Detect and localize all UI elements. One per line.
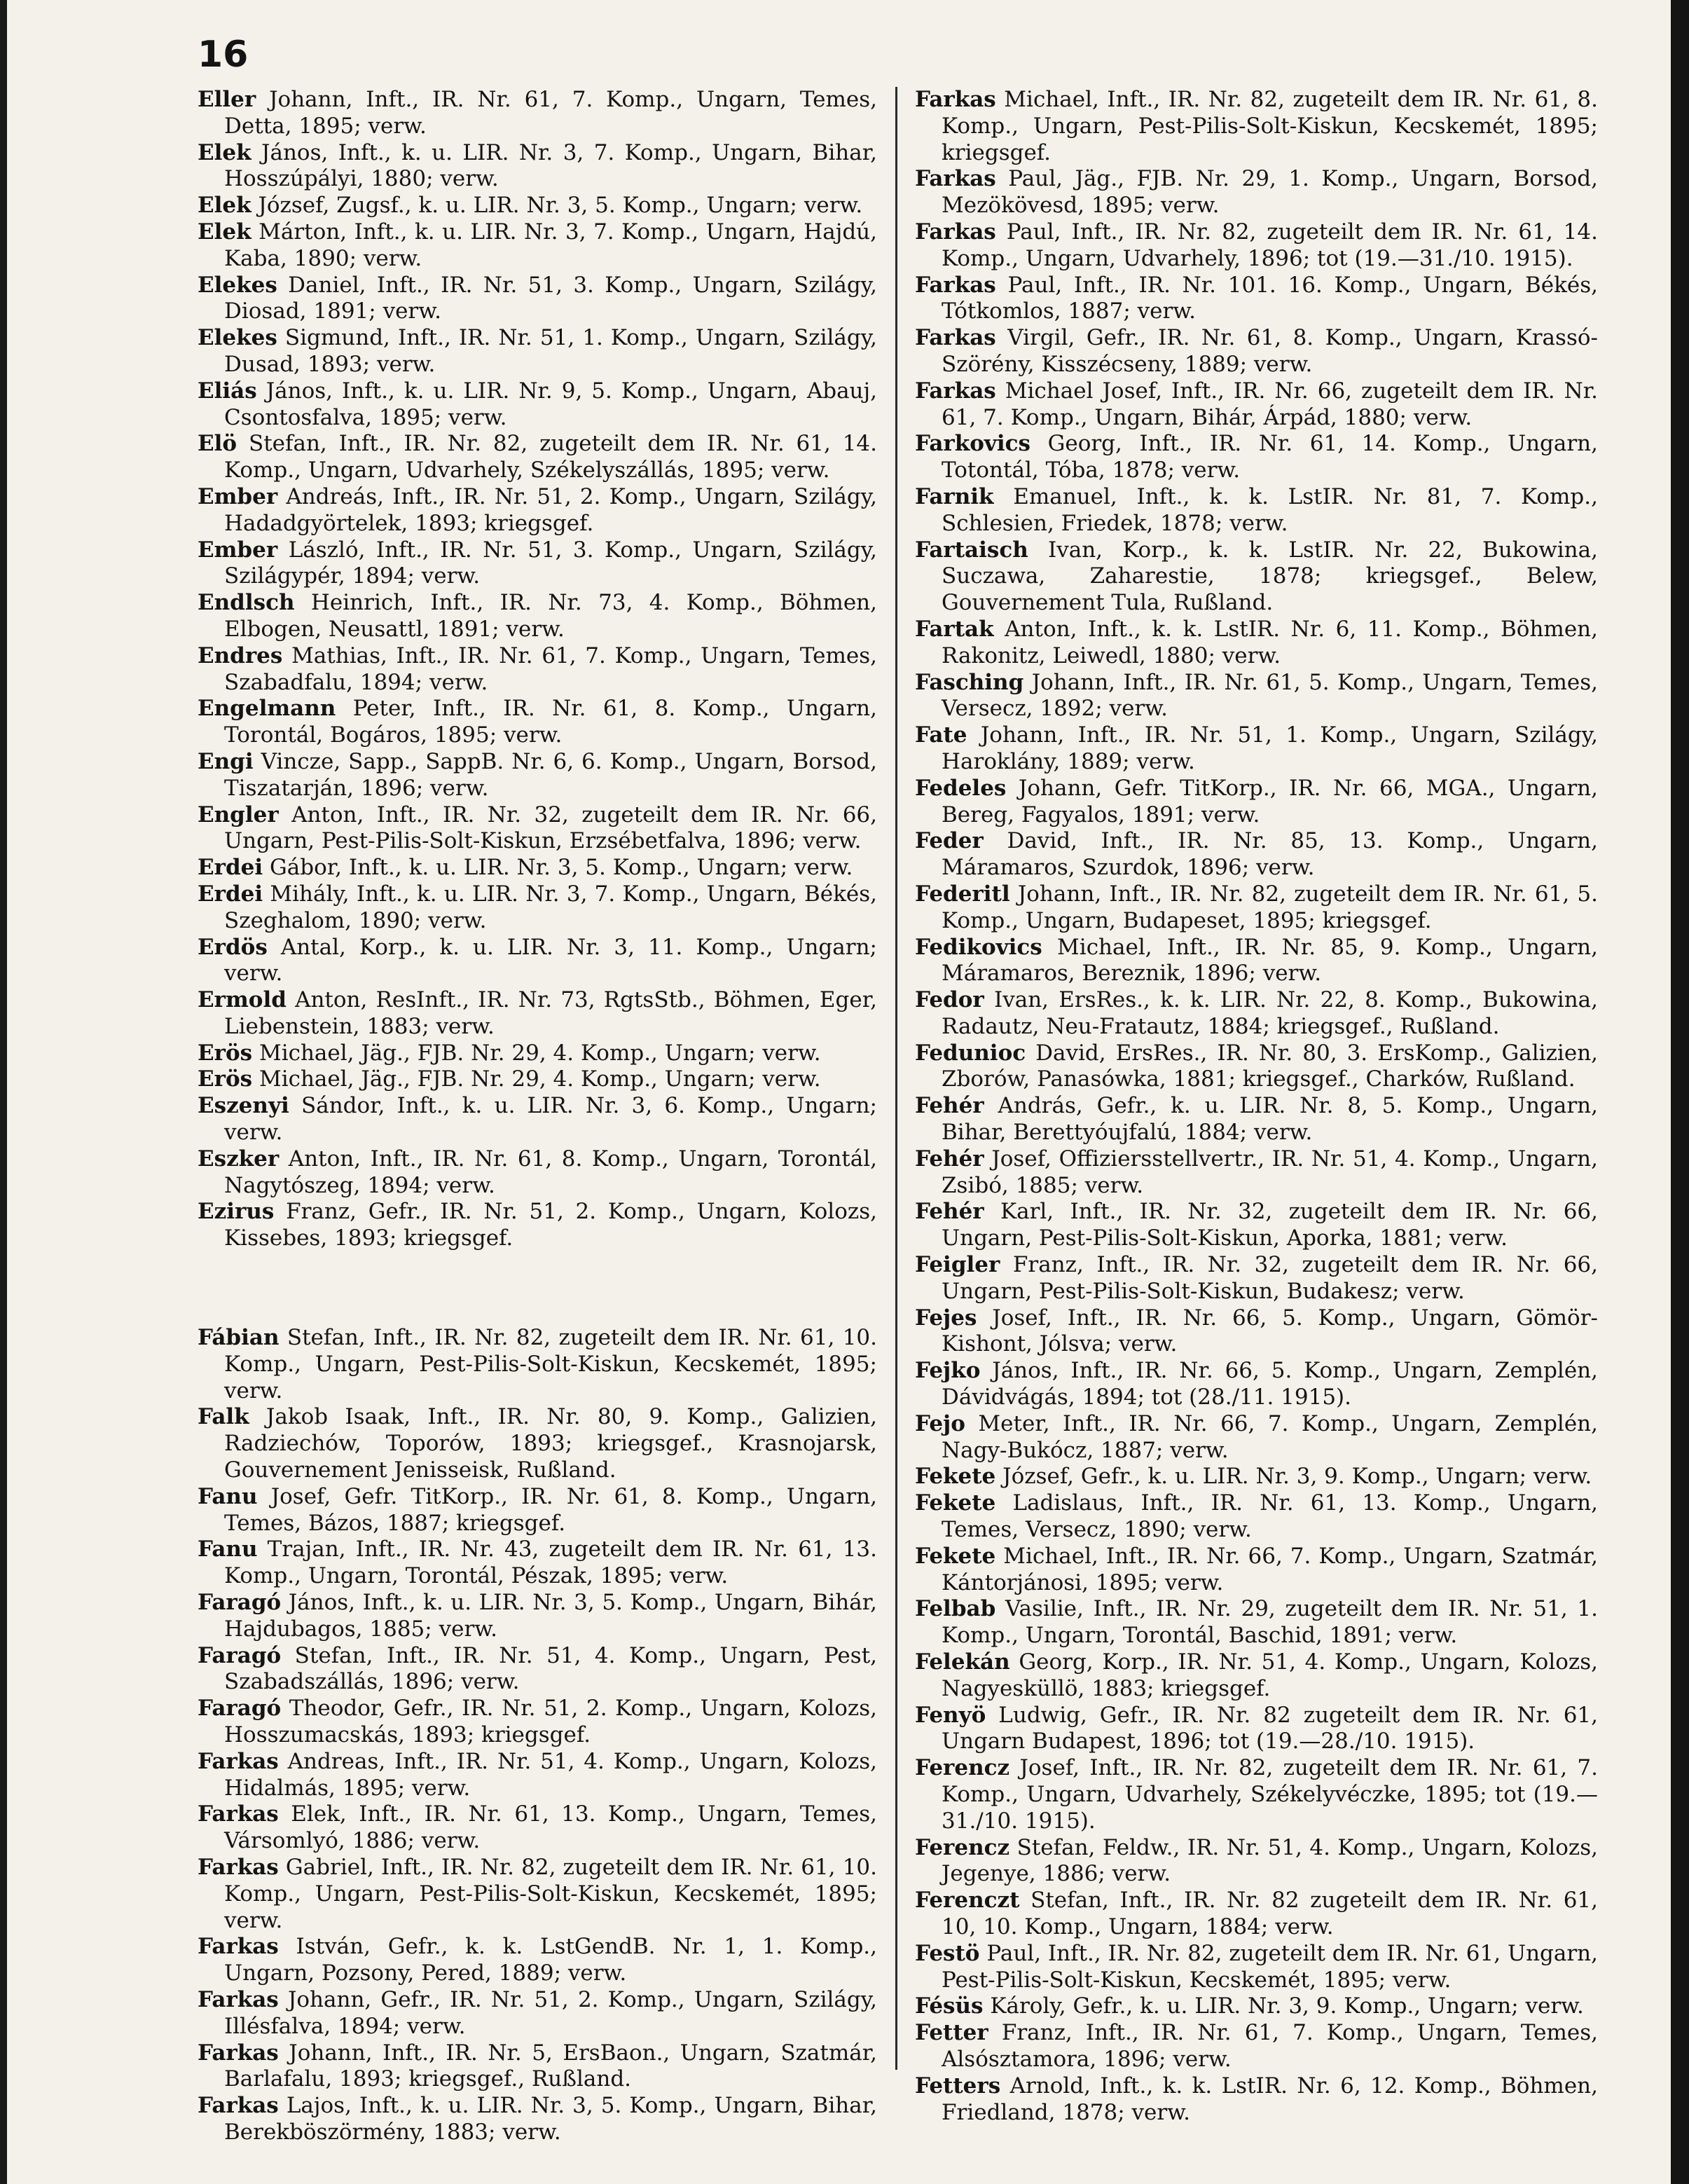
right-entries — [915, 87, 1598, 2126]
entry-surname: Farkas — [198, 1855, 279, 1880]
register-entry — [198, 1199, 877, 1252]
entry-details: András, Gefr., k. u. LIR. Nr. 8, 5. Komp., Ungarn, Bihar, Berettyóujfalú, 1884; verw. — [942, 1093, 1598, 1146]
register-entry — [198, 590, 877, 643]
entry-details: David, Inft., IR. Nr. 85, 13. Komp., Ungarn, Máramaros, Szurdok, 1896; verw. — [942, 828, 1598, 881]
entry-surname: Farkas — [198, 1934, 279, 1960]
register-entry — [915, 1649, 1598, 1703]
register-entry — [198, 1749, 877, 1802]
entry-surname: Farkas — [915, 87, 996, 112]
entry-surname: Fehér — [915, 1199, 984, 1225]
register-entry — [915, 670, 1598, 723]
entry-details: Josef, Inft., IR. Nr. 66, 5. Komp., Ungarn, Gömör-Kishont, Jólsva; verw. — [942, 1305, 1599, 1357]
register-entry — [915, 776, 1598, 829]
register-entry — [198, 749, 877, 802]
register-entry — [198, 1934, 877, 1987]
register-entry — [198, 537, 877, 591]
entry-surname: Ember — [198, 483, 278, 509]
entry-surname: Fekete — [915, 1543, 996, 1569]
register-entry — [915, 1146, 1598, 1200]
entry-surname: Engelmann — [198, 696, 336, 722]
entry-details: Ivan, Korp., k. k. LstIR. Nr. 22, Bukowina, Suczawa, Zaharestie, 1878; kriegsgef., Belew, Gouvernement Tula, Rußland. — [942, 537, 1598, 616]
register-entry — [198, 1590, 877, 1643]
register-entry — [915, 1544, 1598, 1597]
entry-details: Karl, Inft., IR. Nr. 32, zugeteilt dem IR. Nr. 66, Ungarn, Pest-Pilis-Solt-Kiskun, Aporka, 1881; verw. — [942, 1199, 1598, 1251]
entry-surname: Eller — [198, 87, 256, 112]
entry-details: Elek, Inft., IR. Nr. 61, 13. Komp., Ungarn, Temes, Vársomlyó, 1886; verw. — [224, 1801, 877, 1854]
register-entry — [915, 987, 1598, 1041]
entry-details: Johann, Inft., IR. Nr. 51, 1. Komp., Ungarn, Szilágy, Haroklány, 1889; verw. — [942, 722, 1599, 774]
register-entry — [198, 2040, 877, 2094]
register-entry — [915, 87, 1598, 166]
register-entry — [198, 855, 877, 881]
entry-surname: Fábian — [198, 1325, 280, 1351]
entry-details: Franz, Inft., IR. Nr. 61, 7. Komp., Ungarn, Temes, Alsósztamora, 1896; verw. — [942, 2020, 1599, 2072]
entry-surname: Fartaisch — [915, 537, 1028, 563]
entry-details: Trajan, Inft., IR. Nr. 43, zugeteilt dem IR. Nr. 61, 13. Komp., Ungarn, Torontál, Pészak, 1895; verw. — [224, 1537, 877, 1589]
entry-surname: Falk — [198, 1404, 249, 1430]
entry-details: Sigmund, Inft., IR. Nr. 51, 1. Komp., Ungarn, Szilágy, Dusad, 1893; verw. — [224, 325, 877, 377]
entry-details: Lajos, Inft., k. u. LIR. Nr. 3, 5. Komp., Ungarn, Bihar, Berekböszörmény, 1883; verw. — [224, 2093, 877, 2145]
entry-details: Stefan, Feldw., IR. Nr. 51, 4. Komp., Ungarn, Kolozs, Jegenye, 1886; verw. — [942, 1834, 1598, 1887]
entry-details: Stefan, Inft., IR. Nr. 51, 4. Komp., Ungarn, Pest, Szabadszállás, 1896; verw. — [224, 1642, 878, 1695]
entry-surname: Faragó — [198, 1642, 282, 1668]
entry-details: Emanuel, Inft., k. k. LstIR. Nr. 81, 7. Komp., Schlesien, Friedek, 1878; verw. — [942, 483, 1598, 536]
entry-surname: Farkas — [198, 1986, 279, 2012]
register-entry — [915, 1993, 1598, 2020]
entry-surname: Farkas — [915, 272, 996, 298]
entry-details: Anton, Inft., k. k. LstIR. Nr. 6, 11. Komp., Böhmen, Rakonitz, Leiwedl, 1880; verw. — [942, 616, 1598, 668]
entry-details: Johann, Inft., IR. Nr. 82, zugeteilt dem IR. Nr. 61, 5. Komp., Ungarn, Budapeset, 1895; kriegsgef. — [942, 881, 1598, 933]
register-entry — [198, 1041, 877, 1067]
register-entry — [198, 193, 877, 219]
entry-surname: Farkas — [198, 2040, 279, 2066]
entry-details: Michael, Jäg., FJB. Nr. 29, 4. Komp., Ungarn; verw. — [258, 1066, 821, 1092]
entry-surname: Felbab — [915, 1596, 996, 1622]
register-entry — [915, 722, 1598, 776]
entry-details: Franz, Inft., IR. Nr. 32, zugeteilt dem IR. Nr. 66, Ungarn, Pest-Pilis-Solt-Kiskun, Budakesz; verw. — [942, 1252, 1598, 1304]
register-entry — [915, 828, 1598, 881]
entry-surname: Fanu — [198, 1483, 258, 1509]
left-entries-e — [198, 87, 877, 1252]
register-entry — [198, 802, 877, 856]
entry-surname: Farkas — [198, 2093, 279, 2119]
register-entry — [198, 935, 877, 988]
register-entry — [915, 881, 1598, 935]
entry-details: Andreas, Inft., IR. Nr. 51, 4. Komp., Ungarn, Kolozs, Hidalmás, 1895; verw. — [224, 1748, 877, 1801]
entry-details: János, Inft., k. u. LIR. Nr. 9, 5. Komp., Ungarn, Abauj, Csontosfalva, 1895; verw. — [224, 378, 877, 430]
entry-surname: Farkas — [915, 378, 996, 404]
entry-surname: Erdei — [198, 881, 263, 907]
entry-details: Anton, Inft., IR. Nr. 61, 8. Komp., Ungarn, Torontál, Nagytószeg, 1894; verw. — [224, 1146, 877, 1198]
register-entry — [915, 1596, 1598, 1649]
entry-surname: Ermold — [198, 987, 287, 1013]
entry-surname: Eszenyi — [198, 1093, 289, 1119]
entry-details: Johann, Gefr., IR. Nr. 51, 2. Komp., Ungarn, Szilágy, Illésfalva, 1894; verw. — [224, 1986, 877, 2039]
register-entry — [198, 1696, 877, 1749]
entry-surname: Elek — [198, 219, 251, 245]
register-entry — [915, 431, 1598, 484]
register-entry — [198, 431, 877, 484]
entry-surname: Fedeles — [915, 775, 1007, 801]
entry-details: Michael, Inft., IR. Nr. 82, zugeteilt dem IR. Nr. 61, 8. Komp., Ungarn, Pest-Pilis-Solt-Kiskun, Kecskemét, 1895; kriegsgef. — [942, 87, 1598, 165]
register-entry — [915, 617, 1598, 670]
entry-surname: Federitl — [915, 881, 1010, 907]
entry-surname: Elekes — [198, 325, 277, 351]
register-entry — [915, 1093, 1598, 1146]
register-entry — [915, 2020, 1598, 2073]
entry-surname: Engi — [198, 748, 254, 774]
entry-surname: Fasching — [915, 669, 1024, 695]
entry-surname: Feigler — [915, 1252, 1000, 1278]
register-entry — [198, 881, 877, 935]
entry-details: Gábor, Inft., k. u. LIR. Nr. 3, 5. Komp., Ungarn; verw. — [270, 855, 853, 881]
entry-details: Jakob Isaak, Inft., IR. Nr. 80, 9. Komp., Galizien, Radziechów, Toporów, 1893; kriegsgef., Krasnojarsk, Gouvernement Jenisseisk, Rußland. — [224, 1404, 877, 1483]
entry-surname: Faragó — [198, 1590, 282, 1616]
entry-details: Ludwig, Gefr., IR. Nr. 82 zugeteilt dem IR. Nr. 61, Ungarn Budapest, 1896; tot (19.—28./10. 1915). — [942, 1702, 1598, 1754]
register-entry — [198, 273, 877, 326]
register-entry — [915, 1199, 1598, 1252]
entry-details: Mihály, Inft., k. u. LIR. Nr. 3, 7. Komp., Ungarn, Békés, Szeghalom, 1890; verw. — [224, 881, 877, 933]
register-entry — [915, 1490, 1598, 1544]
register-entry — [915, 273, 1598, 326]
entry-surname: Eliás — [198, 378, 257, 404]
register-entry — [915, 325, 1598, 378]
entry-surname: Erdei — [198, 855, 263, 881]
register-entry — [915, 1703, 1598, 1756]
entry-surname: Ferenczt — [915, 1888, 1020, 1914]
register-entry — [198, 1643, 877, 1696]
entry-surname: Erdös — [198, 934, 268, 960]
entry-details: Peter, Inft., IR. Nr. 61, 8. Komp., Ungarn, Torontál, Bogáros, 1895; verw. — [224, 696, 877, 748]
entry-details: Sándor, Inft., k. u. LIR. Nr. 3, 6. Komp., Ungarn; verw. — [224, 1093, 877, 1146]
register-entry — [915, 935, 1598, 988]
entry-surname: Feder — [915, 828, 984, 854]
register-entry — [198, 1325, 877, 1404]
entry-surname: Fenyö — [915, 1702, 986, 1728]
entry-surname: Elek — [198, 139, 251, 165]
entry-surname: Festö — [915, 1940, 980, 1966]
right-column — [915, 87, 1598, 2126]
entry-details: Márton, Inft., k. u. LIR. Nr. 3, 7. Komp., Ungarn, Hajdú, Kaba, 1890; verw. — [224, 219, 877, 271]
entry-details: Daniel, Inft., IR. Nr. 51, 3. Komp., Ungarn, Szilágy, Diosad, 1891; verw. — [224, 272, 877, 324]
register-entry — [198, 643, 877, 696]
entry-surname: Farkovics — [915, 431, 1031, 457]
entry-details: Johann, Inft., IR. Nr. 5, ErsBaon., Ungarn, Szatmár, Barlafalu, 1893; kriegsgef., Rußland. — [224, 2040, 877, 2092]
entry-details: Josef, Offiziersstellvertr., IR. Nr. 51, 4. Komp., Ungarn, Zsibó, 1885; verw. — [942, 1146, 1598, 1198]
register-entry — [198, 484, 877, 537]
register-entry — [198, 1801, 877, 1855]
entry-surname: Faragó — [198, 1696, 282, 1722]
entry-surname: Fehér — [915, 1146, 984, 1172]
entry-details: Meter, Inft., IR. Nr. 66, 7. Komp., Ungarn, Zemplén, Nagy-Bukócz, 1887; verw. — [942, 1410, 1599, 1463]
entry-details: Josef, Inft., IR. Nr. 82, zugeteilt dem IR. Nr. 61, 7. Komp., Ungarn, Udvarhely, Székelyvéczke, 1895; tot (19.—31./10. 1915). — [942, 1755, 1599, 1834]
register-entry — [915, 1464, 1598, 1490]
register-entry — [915, 219, 1598, 273]
entry-details: Anton, ResInft., IR. Nr. 73, RgtsStb., Böhmen, Eger, Liebenstein, 1883; verw. — [224, 987, 877, 1039]
register-entry — [198, 1537, 877, 1590]
entry-surname: Fate — [915, 722, 967, 748]
entry-surname: Ferencz — [915, 1834, 1010, 1860]
register-entry — [198, 1855, 877, 1934]
entry-details: László, Inft., IR. Nr. 51, 3. Komp., Ungarn, Szilágy, Szilágypér, 1894; verw. — [224, 537, 877, 589]
entry-details: Franz, Gefr., IR. Nr. 51, 2. Komp., Ungarn, Kolozs, Kissebes, 1893; kriegsgef. — [224, 1199, 877, 1251]
entry-surname: Farkas — [915, 325, 996, 351]
register-entry — [915, 166, 1598, 219]
entry-details: Georg, Korp., IR. Nr. 51, 4. Komp., Ungarn, Kolozs, Nagyesküllö, 1883; kriegsgef. — [942, 1649, 1598, 1701]
register-entry — [915, 484, 1598, 537]
entry-surname: Farkas — [198, 1748, 279, 1774]
entry-details: Michael, Jäg., FJB. Nr. 29, 4. Komp., Ungarn; verw. — [258, 1040, 821, 1066]
entry-surname: Fetters — [915, 2073, 1001, 2099]
entry-details: Stefan, Inft., IR. Nr. 82, zugeteilt dem IR. Nr. 61, 14. Komp., Ungarn, Udvarhely, Székelyszállás, 1895; verw. — [224, 431, 878, 483]
entry-details: Paul, Inft., IR. Nr. 82, zugeteilt dem IR. Nr. 61, Ungarn, Pest-Pilis-Solt-Kiskun, Kecskemét, 1895; verw. — [942, 1940, 1599, 1993]
entry-details: Michael, Inft., IR. Nr. 85, 9. Komp., Ungarn, Máramaros, Bereznik, 1896; verw. — [942, 934, 1598, 987]
entry-surname: Fekete — [915, 1464, 996, 1490]
entry-details: János, Inft., k. u. LIR. Nr. 3, 5. Komp., Ungarn, Bihár, Hajdubagos, 1885; verw. — [224, 1590, 878, 1642]
entry-surname: Fehér — [915, 1093, 984, 1119]
column-divider — [895, 87, 897, 2070]
register-entry — [198, 1404, 877, 1483]
entry-surname: Ezirus — [198, 1199, 275, 1225]
entry-details: Stefan, Inft., IR. Nr. 82, zugeteilt dem IR. Nr. 61, 10. Komp., Ungarn, Pest-Pilis-Solt-Kiskun, Kecskemét, 1895; verw. — [224, 1325, 877, 1403]
entry-details: Vasilie, Inft., IR. Nr. 29, zugeteilt dem IR. Nr. 51, 1. Komp., Ungarn, Torontál, Baschid, 1891; verw. — [942, 1596, 1598, 1649]
register-entry — [915, 1941, 1598, 1994]
entry-surname: Eszker — [198, 1146, 280, 1172]
entry-surname: Fetter — [915, 2020, 988, 2046]
entry-surname: Elek — [198, 193, 251, 219]
register-entry — [198, 1146, 877, 1200]
section-gap — [198, 1252, 877, 1325]
entry-surname: Fésüs — [915, 1993, 984, 2019]
entry-details: Paul, Jäg., FJB. Nr. 29, 1. Komp., Ungarn, Borsod, Mezökövesd, 1895; verw. — [942, 166, 1599, 219]
page-number: 16 — [198, 34, 249, 76]
register-entry — [915, 1835, 1598, 1888]
entry-surname: Farnik — [915, 483, 994, 509]
entry-surname: Fekete — [915, 1490, 996, 1516]
entry-surname: Engler — [198, 802, 279, 827]
entry-details: Virgil, Gefr., IR. Nr. 61, 8. Komp., Ungarn, Krassó-Szörény, Kisszécseny, 1889; verw. — [942, 325, 1598, 377]
entry-details: Ivan, ErsRes., k. k. LIR. Nr. 22, 8. Komp., Bukowina, Radautz, Neu-Fratautz, 1884; kriegsgef., Rußland. — [942, 987, 1598, 1039]
register-entry — [915, 1888, 1598, 1941]
entry-details: David, ErsRes., IR. Nr. 80, 3. ErsKomp., Galizien, Zborów, Panasówka, 1881; kriegsgef., Charków, Rußland. — [942, 1040, 1599, 1092]
entry-surname: Fartak — [915, 616, 994, 642]
entry-details: Paul, Inft., IR. Nr. 82, zugeteilt dem IR. Nr. 61, 14. Komp., Ungarn, Udvarhely, 1896; tot (19.—31./10. 1915). — [942, 219, 1598, 271]
register-entry — [198, 87, 877, 140]
entry-details: Andreás, Inft., IR. Nr. 51, 2. Komp., Ungarn, Szilágy, Hadadgyörtelek, 1893; kriegsgef. — [224, 483, 877, 536]
entry-surname: Ferencz — [915, 1755, 1010, 1781]
register-entry — [198, 219, 877, 273]
register-entry — [915, 1755, 1598, 1834]
entry-details: Michael, Inft., IR. Nr. 66, 7. Komp., Ungarn, Szatmár, Kántorjánosi, 1895; verw. — [942, 1543, 1598, 1595]
entry-surname: Erös — [198, 1040, 253, 1066]
register-entry — [198, 987, 877, 1041]
entry-details: Michael Josef, Inft., IR. Nr. 66, zugeteilt dem IR. Nr. 61, 7. Komp., Ungarn, Bihár, Árpád, 1880; verw. — [942, 378, 1598, 430]
entry-details: Stefan, Inft., IR. Nr. 82 zugeteilt dem IR. Nr. 61, 10, 10. Komp., Ungarn, 1884; verw. — [942, 1888, 1598, 1939]
entry-details: József, Zugsf., k. u. LIR. Nr. 3, 5. Komp., Ungarn; verw. — [258, 193, 863, 219]
entry-surname: Ember — [198, 537, 278, 563]
register-entry — [915, 1305, 1598, 1359]
entry-surname: Endres — [198, 643, 283, 668]
entry-surname: Fanu — [198, 1537, 258, 1563]
entry-details: Johann, Inft., IR. Nr. 61, 5. Komp., Ungarn, Temes, Versecz, 1892; verw. — [942, 669, 1599, 722]
entry-surname: Fedor — [915, 987, 984, 1013]
entry-details: Johann, Gefr. TitKorp., IR. Nr. 66, MGA., Ungarn, Bereg, Fagyalos, 1891; verw. — [942, 775, 1598, 827]
entry-details: Ladislaus, Inft., IR. Nr. 61, 13. Komp., Ungarn, Temes, Versecz, 1890; verw. — [942, 1490, 1598, 1543]
entry-surname: Farkas — [198, 1801, 279, 1827]
entry-surname: Fedunioc — [915, 1040, 1026, 1066]
register-entry — [198, 140, 877, 193]
entry-details: Anton, Inft., IR. Nr. 32, zugeteilt dem IR. Nr. 66, Ungarn, Pest-Pilis-Solt-Kiskun, Erzsébetfalva, 1896; verw. — [224, 802, 877, 854]
register-entry — [915, 2073, 1598, 2127]
entry-details: János, Inft., k. u. LIR. Nr. 3, 7. Komp., Ungarn, Bihar, Hosszúpályi, 1880; verw. — [224, 139, 877, 192]
register-entry — [915, 537, 1598, 617]
register-entry — [198, 1484, 877, 1537]
entry-details: Heinrich, Inft., IR. Nr. 73, 4. Komp., Böhmen, Elbogen, Neusattl, 1891; verw. — [224, 590, 877, 642]
register-entry — [198, 378, 877, 432]
entry-surname: Farkas — [915, 166, 996, 192]
entry-surname: Fejes — [915, 1305, 977, 1331]
entry-surname: Erös — [198, 1066, 253, 1092]
entry-surname: Felekán — [915, 1649, 1010, 1675]
register-entry — [915, 1252, 1598, 1305]
left-entries-f — [198, 1325, 877, 2146]
register-entry — [915, 1358, 1598, 1411]
entry-surname: Elekes — [198, 272, 277, 298]
left-column — [198, 87, 877, 2146]
register-entry — [915, 1041, 1598, 1094]
entry-surname: Fejko — [915, 1358, 981, 1384]
entry-details: Antal, Korp., k. u. LIR. Nr. 3, 11. Komp., Ungarn; verw. — [224, 934, 877, 987]
register-entry — [198, 1066, 877, 1093]
entry-surname: Fedikovics — [915, 934, 1042, 960]
register-entry — [198, 1987, 877, 2040]
entry-surname: Farkas — [915, 219, 996, 245]
scan-edge-left — [0, 0, 7, 2184]
entry-details: Gabriel, Inft., IR. Nr. 82, zugeteilt dem IR. Nr. 61, 10. Komp., Ungarn, Pest-Pilis-Solt-Kiskun, Kecskemét, 1895; verw. — [224, 1855, 877, 1933]
entry-details: Vincze, Sapp., SappB. Nr. 6, 6. Komp., Ungarn, Borsod, Tiszatarján, 1896; verw. — [224, 748, 877, 801]
register-entry — [915, 378, 1598, 432]
entry-details: Josef, Gefr. TitKorp., IR. Nr. 61, 8. Komp., Ungarn, Temes, Bázos, 1887; kriegsgef. — [224, 1483, 877, 1536]
entry-surname: Fejo — [915, 1410, 965, 1436]
entry-details: Theodor, Gefr., IR. Nr. 51, 2. Komp., Ungarn, Kolozs, Hosszumacskás, 1893; kriegsgef. — [224, 1696, 877, 1748]
register-entry — [915, 1411, 1598, 1464]
entry-details: Johann, Inft., IR. Nr. 61, 7. Komp., Ungarn, Temes, Detta, 1895; verw. — [224, 87, 878, 139]
entry-details: Paul, Inft., IR. Nr. 101. 16. Komp., Ungarn, Békés, Tótkomlos, 1887; verw. — [942, 272, 1598, 324]
register-entry — [198, 696, 877, 749]
register-entry — [198, 1093, 877, 1146]
entry-details: József, Gefr., k. u. LIR. Nr. 3, 9. Komp., Ungarn; verw. — [1002, 1464, 1592, 1490]
register-entry — [198, 325, 877, 378]
entry-details: Mathias, Inft., IR. Nr. 61, 7. Komp., Ungarn, Temes, Szabadfalu, 1894; verw. — [224, 643, 877, 695]
register-entry — [198, 2093, 877, 2146]
entry-details: István, Gefr., k. k. LstGendB. Nr. 1, 1. Komp., Ungarn, Pozsony, Pered, 1889; verw. — [224, 1934, 877, 1986]
entry-details: Arnold, Inft., k. k. LstIR. Nr. 6, 12. Komp., Böhmen, Friedland, 1878; verw. — [942, 2073, 1598, 2125]
entry-details: János, Inft., IR. Nr. 66, 5. Komp., Ungarn, Zemplén, Dávidvágás, 1894; tot (28./11. 1915). — [942, 1358, 1598, 1410]
entry-surname: Endlsch — [198, 590, 295, 616]
entry-details: Károly, Gefr., k. u. LIR. Nr. 3, 9. Komp., Ungarn; verw. — [990, 1993, 1584, 2019]
scan-edge-right — [1671, 0, 1689, 2184]
entry-details: Georg, Inft., IR. Nr. 61, 14. Komp., Ungarn, Totontál, Tóba, 1878; verw. — [942, 431, 1599, 483]
entry-surname: Elö — [198, 431, 237, 457]
